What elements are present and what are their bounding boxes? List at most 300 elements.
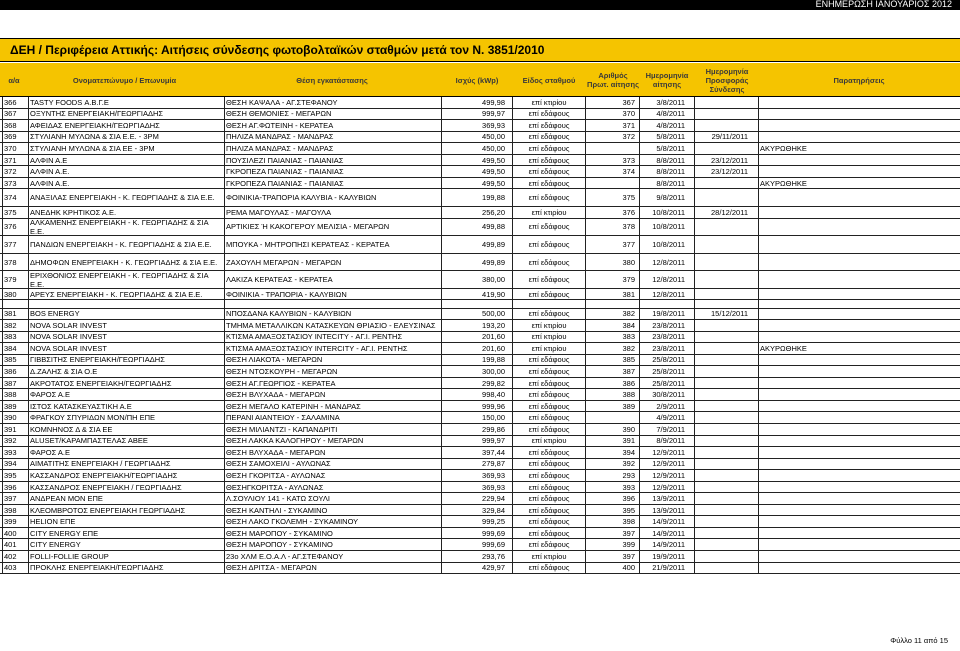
cell-prot: 372 <box>622 132 635 142</box>
cell-loc: ΘΕΣΗ ΓΚΟΡΙΤΣΑ - ΑΥΛΩΝΑΣ <box>226 470 326 480</box>
cell-note <box>760 378 956 389</box>
cell-offer <box>696 401 748 412</box>
cell-date: 8/8/2011 <box>656 155 685 165</box>
cell-note <box>760 505 956 516</box>
cell-date: 13/9/2011 <box>652 505 685 515</box>
cell-prot: 393 <box>622 482 635 492</box>
cell-type: επί κτιρίου <box>531 436 567 446</box>
cell-name: CITY ENERGY ΕΠΕ <box>30 528 99 538</box>
table-row <box>0 189 960 207</box>
cell-prot: 394 <box>622 447 635 457</box>
table-row <box>0 320 960 332</box>
cell-prot: 388 <box>622 390 635 400</box>
table-row <box>0 540 960 552</box>
cell-offer <box>696 320 748 331</box>
cell-name: ΑΝΔΡΕΑΝ ΜΟΝ ΕΠΕ <box>30 494 103 504</box>
cell-aa: 386 <box>4 367 17 377</box>
table-row <box>0 366 960 378</box>
grid-line <box>441 97 442 574</box>
cell-type: επί εδάφους <box>528 275 570 285</box>
cell-date: 12/9/2011 <box>652 447 685 457</box>
cell-loc: ΦΟΙΝΙΚΙΑ - ΤΡΑΠΟΡΙΑ - ΚΑΛΥΒΙΩΝ <box>226 289 347 299</box>
table-row <box>0 309 960 321</box>
table-row <box>0 447 960 459</box>
cell-offer: 15/12/2011 <box>711 309 748 319</box>
table-header <box>0 63 960 97</box>
cell-offer <box>696 236 748 253</box>
grid-line <box>28 97 29 574</box>
cell-kw: 380,00 <box>482 275 505 285</box>
cell-note <box>760 207 956 218</box>
cell-type: επί εδάφους <box>528 120 570 130</box>
cell-loc: ΤΜΗΜΑ ΜΕΤΑΛΛΙΚΩΝ ΚΑΤΑΣΚΕΥΩΝ ΘΡΙΑΣΙΟ - ΕΛΕΥΣΙΝΑΣ <box>226 320 436 330</box>
cell-offer <box>696 254 748 271</box>
cell-loc: ΘΕΣΗ ΑΓ.ΦΩΤΕΙΝΗ - ΚΕΡΑΤΕΑ <box>226 120 334 130</box>
cell-type: επί εδάφους <box>528 193 570 203</box>
cell-date: 19/8/2011 <box>652 309 685 319</box>
table-row <box>0 289 960 301</box>
cell-loc: ΘΕΣΗ ΚΑΨΑΛΑ - ΑΓ.ΣΤΕΦΑΝΟΥ <box>226 97 338 107</box>
cell-type: επί εδάφους <box>528 447 570 457</box>
cell-date: 5/8/2011 <box>656 132 685 142</box>
cell-note <box>760 528 956 539</box>
cell-offer <box>696 424 748 435</box>
cell-loc: ΘΕΣΗ ΛΑΚΟ ΓΚΟΛΕΜΗ - ΣΥΚΑΜΙΝΟΥ <box>226 517 359 527</box>
cell-prot: 293 <box>622 470 635 480</box>
cell-aa: 376 <box>4 222 17 232</box>
table-row <box>0 482 960 494</box>
cell-offer <box>696 378 748 389</box>
cell-prot: 383 <box>622 332 635 342</box>
cell-prot: 390 <box>622 424 635 434</box>
cell-prot: 370 <box>622 109 635 119</box>
cell-type: επί εδάφους <box>528 367 570 377</box>
cell-loc: ΛΑΚΙΖΑ ΚΕΡΑΤΕΑΣ - ΚΕΡΑΤΕΑ <box>226 275 333 285</box>
cell-name: CITY ENERGY <box>30 540 81 550</box>
cell-offer <box>696 355 748 366</box>
cell-aa: 370 <box>4 143 17 153</box>
cell-note <box>760 219 956 236</box>
cell-name: ΣΤΥΛΙΑΝΗ ΜΥΛΩΝΑ & ΣΙΑ ΕΕ - 3ΡΜ <box>30 143 155 153</box>
cell-kw: 499,98 <box>482 97 505 107</box>
cell-loc: ΠΗΛΙΖΑ ΜΑΝΔΡΑΣ - ΜΑΝΔΡΑΣ <box>226 143 334 153</box>
title-bar <box>0 38 960 62</box>
cell-aa: 402 <box>4 551 17 561</box>
cell-loc: 23ο ΧΛΜ Ε.Ο.Α.Λ - ΑΓ.ΣΤΕΦΑΝΟΥ <box>226 551 344 561</box>
col-name: Ονοματεπώνυμο / Επωνυμία <box>72 75 177 85</box>
cell-kw: 201,60 <box>482 343 505 353</box>
cell-aa: 375 <box>4 207 17 217</box>
cell-note <box>760 189 956 206</box>
cell-kw: 999,97 <box>482 109 505 119</box>
cell-kw: 499,50 <box>482 167 505 177</box>
cell-note <box>760 120 956 131</box>
table-row <box>0 436 960 448</box>
cell-offer <box>696 143 748 154</box>
cell-date: 13/9/2011 <box>652 494 685 504</box>
cell-name: ΔΗΜΟΦΩΝ ΕΝΕΡΓΕΙΑΚΗ - Κ. ΓΕΩΡΓΙΑΔΗΣ & ΣΙΑ Ε.Ε. <box>30 257 218 267</box>
cell-aa: 378 <box>4 257 17 267</box>
cell-loc: ΘΕΣΗ ΒΛΥΧΑΔΑ - ΜΕΓΑΡΩΝ <box>226 447 326 457</box>
cell-date: 14/9/2011 <box>652 517 685 527</box>
cell-note <box>760 332 956 343</box>
cell-date: 12/8/2011 <box>652 289 685 299</box>
cell-date: 5/8/2011 <box>656 143 685 153</box>
cell-kw: 999,69 <box>482 540 505 550</box>
page-number: Φύλλο 11 από 15 <box>890 636 948 645</box>
cell-kw: 419,90 <box>482 289 505 299</box>
cell-aa: 383 <box>4 332 17 342</box>
cell-name: ΕΡΙΧΘΟΝΙΟΣ ΕΝΕΡΓΕΙΑΚΗ - Κ. ΓΕΩΡΓΙΑΔΗΣ & ΣΙΑ Ε.Ε. <box>30 271 209 288</box>
table-row <box>0 236 960 254</box>
cell-type: επί εδάφους <box>528 482 570 492</box>
cell-note <box>760 309 956 320</box>
cell-kw: 429,97 <box>482 563 505 573</box>
cell-kw: 999,96 <box>482 401 505 411</box>
cell-date: 12/8/2011 <box>652 275 685 285</box>
cell-prot: 374 <box>622 167 635 177</box>
table-row <box>0 516 960 528</box>
cell-offer: 23/12/2011 <box>711 155 748 165</box>
cell-aa: 387 <box>4 378 17 388</box>
cell-aa: 380 <box>4 289 17 299</box>
table-row <box>0 528 960 540</box>
cell-kw: 199,88 <box>482 355 505 365</box>
cell-offer <box>696 189 748 206</box>
cell-name: ΦΑΡΟΣ Α.Ε <box>30 390 71 400</box>
cell-kw: 499,89 <box>482 239 505 249</box>
cell-note: ΑΚΥΡΩΘΗΚΕ <box>760 143 807 153</box>
cell-note <box>760 366 956 377</box>
cell-aa: 388 <box>4 390 17 400</box>
cell-kw: 293,76 <box>482 551 505 561</box>
cell-type: επί κτιρίου <box>531 207 567 217</box>
cell-prot: 385 <box>622 355 635 365</box>
cell-date: 10/8/2011 <box>652 222 685 232</box>
cell-prot: 382 <box>622 309 635 319</box>
cell-prot: 395 <box>622 505 635 515</box>
cell-loc: ΓΚΡΟΠΕΖΑ ΠΑΙΑΝΙΑΣ - ΠΑΙΑΝΙΑΣ <box>226 167 344 177</box>
cell-type: επί εδάφους <box>528 540 570 550</box>
cell-loc: ΘΕΣΗ ΛΙΑΚΟΤΑ - ΜΕΓΑΡΩΝ <box>226 355 323 365</box>
cell-prot: 391 <box>622 436 635 446</box>
cell-name: ΚΛΕΟΜΒΡΟΤΟΣ ΕΝΕΡΓΕΙΑΚΗ ΓΕΩΡΓΙΑΔΗΣ <box>30 505 186 515</box>
cell-type: επί εδάφους <box>528 222 570 232</box>
cell-prot: 367 <box>622 97 635 107</box>
cell-date: 25/8/2011 <box>652 367 685 377</box>
col-date: Ημερομηνία αίτησης <box>645 71 689 89</box>
cell-loc: ΘΕΣΗ ΑΓ.ΓΕΩΡΓΙΟΣ - ΚΕΡΑΤΕΑ <box>226 378 336 388</box>
cell-loc: ΦΟΙΝΙΚΙΑ-ΤΡΑΠΟΡΙΑ ΚΑΛΥΒΙΑ - ΚΑΛΥΒΙΩΝ <box>226 193 377 203</box>
cell-loc: ΡΕΜΑ ΜΑΓΟΥΛΑΣ - ΜΑΓΟΥΛΑ <box>226 207 332 217</box>
cell-date: 12/8/2011 <box>652 257 685 267</box>
grid-line <box>585 97 586 574</box>
cell-aa: 381 <box>4 309 17 319</box>
cell-kw: 499,88 <box>482 222 505 232</box>
cell-kw: 299,82 <box>482 378 505 388</box>
cell-name: ΑΛΦΙΝ Α.Ε. <box>30 178 70 188</box>
cell-aa: 384 <box>4 343 17 353</box>
cell-note <box>760 109 956 120</box>
cell-prot: 397 <box>622 551 635 561</box>
cell-aa: 395 <box>4 470 17 480</box>
table-row <box>0 389 960 401</box>
cell-offer <box>696 289 748 300</box>
cell-offer: 28/12/2011 <box>711 207 748 217</box>
cell-kw: 999,25 <box>482 517 505 527</box>
cell-note <box>760 155 956 166</box>
cell-prot: 381 <box>622 289 635 299</box>
cell-date: 4/8/2011 <box>656 109 685 119</box>
cell-date: 25/8/2011 <box>652 378 685 388</box>
cell-note <box>760 563 956 574</box>
cell-kw: 256,20 <box>482 207 505 217</box>
cell-prot <box>587 178 635 189</box>
grid-line <box>2 97 3 574</box>
cell-aa: 400 <box>4 528 17 538</box>
cell-name: ΚΑΣΣΑΝΔΡΟΣ ΕΝΕΡΓΕΙΑΚΗ/ΓΕΩΡΓΙΑΔΗΣ <box>30 470 178 480</box>
cell-name: ΑΛΦΙΝ Α.Ε. <box>30 167 70 177</box>
row-separator <box>0 301 960 309</box>
cell-kw: 300,00 <box>482 367 505 377</box>
cell-type: επί εδάφους <box>528 239 570 249</box>
cell-date: 7/9/2011 <box>656 424 685 434</box>
grid-line <box>639 97 640 574</box>
cell-type: επί εδάφους <box>528 505 570 515</box>
cell-loc: ΘΕΣΗΓΚΟΡΙΤΣΑ - ΑΥΛΩΝΑΣ <box>226 482 324 492</box>
cell-offer <box>696 459 748 470</box>
cell-date: 10/8/2011 <box>652 207 685 217</box>
cell-date: 23/8/2011 <box>652 320 685 330</box>
col-protocol: Αριθμός Πρωτ. αίτησης <box>587 71 639 89</box>
cell-offer <box>696 505 748 516</box>
cell-note <box>760 436 956 447</box>
cell-kw: 201,60 <box>482 332 505 342</box>
cell-type: επί εδάφους <box>528 289 570 299</box>
page-title: ΔΕΗ / Περιφέρεια Αττικής: Αιτήσεις σύνδεσης φωτοβολταϊκών σταθμών μετά τον Ν. 3851/2010 <box>10 43 545 57</box>
cell-aa: 374 <box>4 193 17 203</box>
cell-offer <box>696 540 748 551</box>
table-row <box>0 343 960 355</box>
cell-type: επί εδάφους <box>528 378 570 388</box>
cell-prot: 378 <box>622 222 635 232</box>
cell-aa: 377 <box>4 239 17 249</box>
cell-loc: ΘΕΣΗ ΝΤΟΣΚΟΥΡΗ - ΜΕΓΑΡΩΝ <box>226 367 338 377</box>
cell-offer: 23/12/2011 <box>711 167 748 177</box>
cell-date: 14/9/2011 <box>652 540 685 550</box>
cell-prot: 375 <box>622 193 635 203</box>
table-row <box>0 166 960 178</box>
cell-date: 3/8/2011 <box>656 97 685 107</box>
cell-type: επί εδάφους <box>528 155 570 165</box>
cell-name: ΑΚΡΟΤΑΤΟΣ ΕΝΕΡΓΕΙΑΚΗ/ΓΕΩΡΓΙΑΔΗΣ <box>30 378 172 388</box>
cell-aa: 397 <box>4 494 17 504</box>
cell-type: επί εδάφους <box>528 355 570 365</box>
cell-aa: 372 <box>4 167 17 177</box>
cell-name: ΦΑΡΟΣ Α.Ε <box>30 447 71 457</box>
cell-type: επί εδάφους <box>528 459 570 469</box>
table-row <box>0 332 960 344</box>
cell-aa: 385 <box>4 355 17 365</box>
cell-loc: ΖΑΧΟΥΛΗ ΜΕΓΑΡΩΝ - ΜΕΓΑΡΩΝ <box>226 257 342 267</box>
cell-loc: ΘΕΣΗ ΛΑΚΚΑ ΚΑΛΟΓΗΡΟΥ - ΜΕΓΑΡΩΝ <box>226 436 364 446</box>
cell-loc: Λ.ΣΟΥΛΙΟΥ 141 - ΚΑΤΩ ΣΟΥΛΙ <box>226 494 330 504</box>
cell-aa: 396 <box>4 482 17 492</box>
table-row <box>0 219 960 237</box>
cell-name: NOVA SOLAR INVEST <box>30 320 107 330</box>
table-row <box>0 551 960 563</box>
cell-type: επί εδάφους <box>528 257 570 267</box>
cell-aa: 366 <box>4 97 17 107</box>
cell-kw: 369,93 <box>482 482 505 492</box>
cell-offer <box>696 332 748 343</box>
cell-type: επί εδάφους <box>528 390 570 400</box>
cell-loc: ΚΤΙΣΜΑ ΑΜΑΞΟΣΤΑΣΙΟΥ INTECITY - ΑΓ.Ι. ΡΕΝΤΗΣ <box>226 332 403 342</box>
cell-note <box>760 412 956 423</box>
cell-loc: ΓΚΡΟΠΕΖΑ ΠΑΙΑΝΙΑΣ - ΠΑΙΑΝΙΑΣ <box>226 178 344 188</box>
cell-type: επί εδάφους <box>528 178 570 188</box>
cell-offer <box>696 271 748 288</box>
cell-note <box>760 389 956 400</box>
col-notes: Παρατηρήσεις <box>833 75 885 85</box>
cell-date: 23/8/2011 <box>652 332 685 342</box>
cell-kw: 369,93 <box>482 120 505 130</box>
cell-note <box>760 493 956 504</box>
cell-date: 8/8/2011 <box>656 167 685 177</box>
cell-note <box>760 97 956 108</box>
cell-note <box>760 424 956 435</box>
cell-note <box>760 236 956 253</box>
col-power: Ισχύς (kWp) <box>455 75 499 85</box>
cell-prot: 376 <box>622 207 635 217</box>
cell-kw: 450,00 <box>482 143 505 153</box>
cell-loc: ΘΕΣΗ ΜΙΛΙΑΝΤΖΙ - ΚΑΠΑΝΔΡΙΤΙ <box>226 424 338 434</box>
cell-name: NOVA SOLAR INVEST <box>30 343 107 353</box>
cell-type: επί εδάφους <box>528 424 570 434</box>
cell-aa: 369 <box>4 132 17 142</box>
cell-name: ΑΡΕΥΣ ΕΝΕΡΓΕΙΑΚΗ - Κ. ΓΕΩΡΓΙΑΔΗΣ & ΣΙΑ Ε.Ε. <box>30 289 203 299</box>
cell-name: BOS ENERGY <box>30 309 80 319</box>
cell-type: επί κτιρίου <box>531 97 567 107</box>
cell-note <box>760 470 956 481</box>
cell-name: ΑΙΜΑΤΙΤΗΣ ΕΝΕΡΓΕΙΑΚΗ / ΓΕΩΡΓΙΑΔΗΣ <box>30 459 171 469</box>
cell-loc: ΝΠΟΣΔΑΝΑ ΚΑΛΥΒΙΩΝ - ΚΑΛΥΒΙΩΝ <box>226 309 352 319</box>
cell-offer <box>696 493 748 504</box>
cell-date: 10/8/2011 <box>652 239 685 249</box>
table-row <box>0 143 960 155</box>
cell-offer: 29/11/2011 <box>711 132 748 142</box>
cell-note <box>760 254 956 271</box>
cell-date: 14/9/2011 <box>652 528 685 538</box>
cell-type: επί εδάφους <box>528 143 570 153</box>
cell-loc: ΑΡΤΙΚΙΕΣ Ή ΚΑΚΟΓΕΡΟΥ ΜΕΛΙΣΙΑ - ΜΕΓΑΡΩΝ <box>226 222 390 232</box>
cell-note: ΑΚΥΡΩΘΗΚΕ <box>760 343 807 353</box>
cell-aa: 389 <box>4 401 17 411</box>
cell-date: 12/9/2011 <box>652 470 685 480</box>
cell-aa: 403 <box>4 563 17 573</box>
cell-type: επί εδάφους <box>528 517 570 527</box>
cell-note <box>760 271 956 288</box>
cell-prot: 373 <box>622 155 635 165</box>
cell-kw: 500,00 <box>482 309 505 319</box>
cell-prot: 387 <box>622 367 635 377</box>
grid-line <box>694 97 695 574</box>
cell-aa: 392 <box>4 436 17 446</box>
cell-loc: ΠΟΥΣΙΛΕΖΙ ΠΑΙΑΝΙΑΣ - ΠΑΙΑΝΙΑΣ <box>226 155 344 165</box>
table-row <box>0 505 960 517</box>
cell-loc: ΘΕΣΗ ΜΕΓΑΛΟ ΚΑΤΕΡΙΝΗ - ΜΑΝΔΡΑΣ <box>226 401 361 411</box>
cell-loc: ΘΕΣΗ ΒΛΥΧΑΔΑ - ΜΕΓΑΡΩΝ <box>226 390 326 400</box>
cell-prot: 389 <box>622 401 635 411</box>
cell-loc: ΘΕΣΗ ΔΡΙΤΣΑ - ΜΕΓΑΡΩΝ <box>226 563 317 573</box>
cell-loc: ΜΠΟΥΚΑ - ΜΗΤΡΟΠΗΣΙ ΚΕΡΑΤΕΑΣ - ΚΕΡΑΤΕΑ <box>226 239 390 249</box>
cell-kw: 999,69 <box>482 528 505 538</box>
cell-date: 8/9/2011 <box>656 436 685 446</box>
cell-note <box>760 401 956 412</box>
cell-name: FOLLI-FOLLIE GROUP <box>30 551 109 561</box>
cell-note <box>760 355 956 366</box>
cell-aa: 379 <box>4 275 17 285</box>
cell-prot: 397 <box>622 528 635 538</box>
cell-kw: 499,50 <box>482 155 505 165</box>
cell-name: ΠΑΝΔΙΩΝ ΕΝΕΡΓΕΙΑΚΗ - Κ. ΓΕΩΡΓΙΑΔΗΣ & ΣΙΑ Ε.Ε. <box>30 239 212 249</box>
cell-date: 4/8/2011 <box>656 120 685 130</box>
cell-date: 30/8/2011 <box>652 390 685 400</box>
cell-type: επί εδάφους <box>528 563 570 573</box>
table-row <box>0 459 960 471</box>
cell-name: ΓΙΒΒΣΙΤΗΣ ΕΝΕΡΓΕΙΑΚΗ/ΓΕΩΡΓΙΑΔΗΣ <box>30 355 165 365</box>
cell-prot: 379 <box>622 275 635 285</box>
table-row <box>0 132 960 144</box>
cell-name: ΠΡΟΚΛΗΣ ΕΝΕΡΓΕΙΑΚΗ/ΓΕΩΡΓΙΑΔΗΣ <box>30 563 164 573</box>
cell-date: 23/8/2011 <box>652 343 685 353</box>
cell-loc: ΠΕΡΑΝΙ ΑΙΑΝΤΕΙΟΥ - ΣΑΛΑΜΙΝΑ <box>226 413 340 423</box>
cell-loc: ΘΕΣΗ ΚΑΝΤΗΛΙ - ΣΥΚΑΜΙΝΟ <box>226 505 328 515</box>
cell-offer <box>696 343 748 354</box>
cell-name: ΟΞΥΝΤΗΣ ΕΝΕΡΓΕΙΑΚΗ/ΓΕΩΡΓΙΑΔΗΣ <box>30 109 164 119</box>
cell-offer <box>696 109 748 120</box>
grid-line <box>512 97 513 574</box>
grid-line <box>758 97 759 574</box>
cell-offer <box>696 97 748 108</box>
table-row <box>0 378 960 390</box>
cell-offer <box>696 528 748 539</box>
cell-type: επί κτιρίου <box>531 332 567 342</box>
cell-aa: 367 <box>4 109 17 119</box>
cell-offer <box>696 563 748 574</box>
cell-kw: 199,88 <box>482 193 505 203</box>
update-label: ΕΝΗΜΕΡΩΣΗ ΙΑΝΟΥΑΡΙΟΣ 2012 <box>815 0 952 9</box>
cell-kw: 299,86 <box>482 424 505 434</box>
cell-offer <box>696 551 748 562</box>
cell-offer <box>696 470 748 481</box>
cell-note: ΑΚΥΡΩΘΗΚΕ <box>760 178 807 188</box>
cell-aa: 399 <box>4 517 17 527</box>
cell-prot: 384 <box>622 320 635 330</box>
cell-prot: 398 <box>622 517 635 527</box>
cell-aa: 401 <box>4 540 17 550</box>
cell-loc: ΚΤΙΣΜΑ ΑΜΑΞΟΣΤΑΣΙΟΥ INTERCITY - ΑΓ.Ι. ΡΕΝΤΗΣ <box>226 343 408 353</box>
table-row <box>0 412 960 424</box>
cell-prot: 386 <box>622 378 635 388</box>
cell-kw: 499,50 <box>482 178 505 188</box>
cell-prot <box>587 143 635 154</box>
cell-note <box>760 447 956 458</box>
cell-type: επί εδάφους <box>528 109 570 119</box>
table-row <box>0 424 960 436</box>
cell-name: ΦΡΑΓΚΟΥ ΣΠΥΡΙΔΩΝ ΜΟΝ/ΠΗ ΕΠΕ <box>30 413 156 423</box>
cell-name: ΙΣΤΟΣ ΚΑΤΑΣΚΕΥΑΣΤΙΚΗ Α.Ε <box>30 401 132 411</box>
